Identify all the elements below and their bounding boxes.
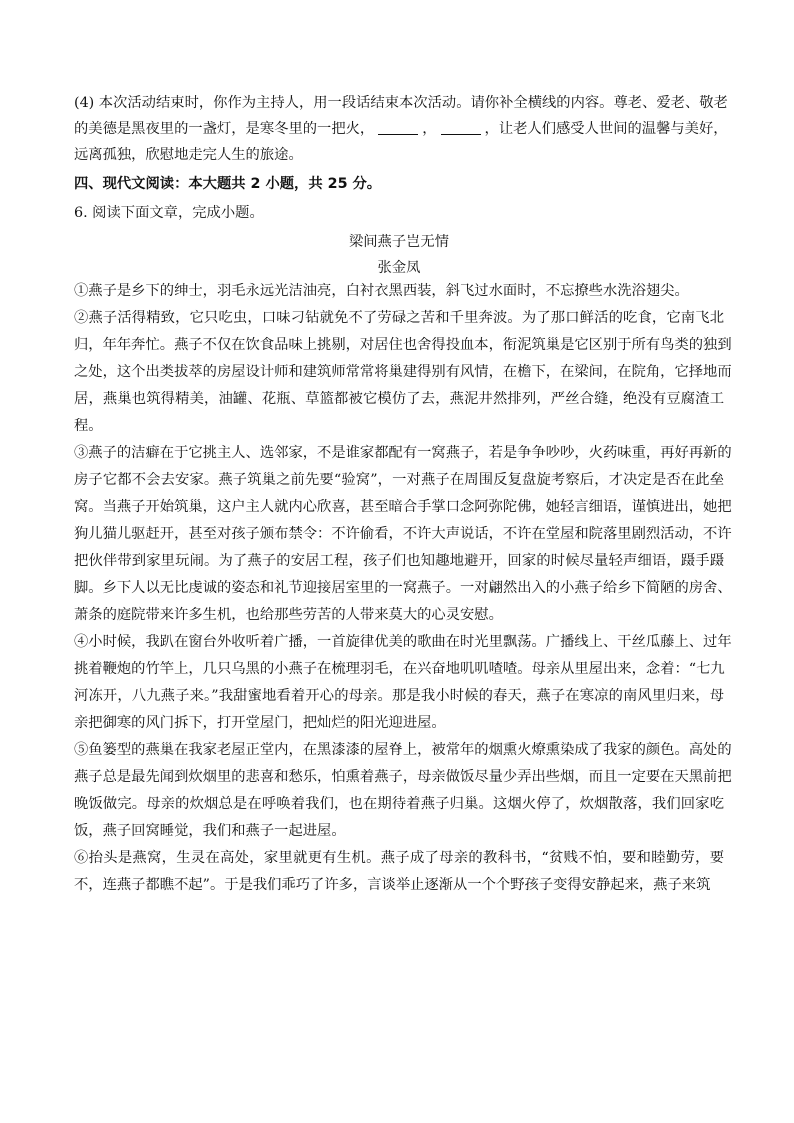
document-page <box>74 92 732 901</box>
article-body <box>74 280 732 901</box>
paragraph-line: ③燕子的洁癖在于它挑主人、选邻家，不是谁家都配有一窝燕子，若是争争吵吵，火药味重，再好再新的 <box>74 445 732 461</box>
question-6-intro: 6. 阅读下面文章，完成小题。 <box>74 205 264 221</box>
article-title: 梁间燕子岂无情 <box>348 234 450 250</box>
article-paragraph <box>74 739 732 847</box>
paragraph-line: 居，燕巢也筑得精美，油罐、花瓶、草篮都被它模仿了去，燕泥井然排列，严丝合缝，绝没有豆腐渣工 <box>74 391 724 407</box>
question-4-text-a: 的美德是黑夜里的一盏灯，是寒冬里的一把火， <box>74 121 375 137</box>
paragraph-line: 亲把御寒的风门拆下，打开堂屋门，把灿烂的阳光迎进屋。 <box>74 715 446 731</box>
article-paragraph <box>74 631 732 739</box>
question-4-line-3: 远离孤独，欣慰地走完人生的旅途。 <box>74 147 303 163</box>
answer-blank-2[interactable] <box>441 120 481 135</box>
question-4-separator: ， <box>422 121 437 137</box>
paragraph-line: 归，年年奔忙。燕子不仅在饮食品味上挑剔，对居住也舍得投血本，衔泥筑巢是它区别于所有鸟类的独到 <box>74 337 732 353</box>
paragraph-line: 不，连燕子都瞧不起”。于是我们乖巧了许多，言谈举止逐渐从一个个野孩子变得安静起来，燕子来筑 <box>74 877 711 893</box>
article-paragraph <box>74 442 732 631</box>
paragraph-line: ②燕子活得精致，它只吃虫，口味刁钻就免不了劳碌之苦和千里奔波。为了那口鲜活的吃食，它南飞北 <box>74 310 724 326</box>
paragraph-line: ⑤鱼篓型的燕巢在我家老屋正堂内，在黑漆漆的屋脊上，被常年的烟熏火燎熏染成了我家的颜色。高处的 <box>74 742 732 758</box>
paragraph-line: ①燕子是乡下的绅士，羽毛永远光洁油亮，白衬衣黑西装，斜飞过水面时，不忘撩些水洗浴翅尖。 <box>74 283 689 299</box>
paragraph-line: 窝。当燕子开始筑巢，这户主人就内心欣喜，甚至暗合手掌口念阿弥陀佛，她轻言细语，谨慎进出，她把 <box>74 499 732 515</box>
article-paragraph <box>74 280 724 307</box>
section-heading: 四、现代文阅读：本大题共 2 小题，共 25 分。 <box>74 176 382 192</box>
paragraph-line: 挑着鞭炮的竹竿上，几只乌黑的小燕子在梳理羽毛，在兴奋地叽叽喳喳。母亲从里屋出来，念着：“七九 <box>74 661 725 677</box>
question-4-line-1: (4) 本次活动结束时，你作为主持人，用一段话结束本次活动。请你补全横线的内容。尊老、爱老、敬老 <box>74 95 728 111</box>
article-paragraph <box>74 307 732 442</box>
paragraph-line: 之处，这个出类拔萃的房屋设计师和建筑师常常将巢建得别有风情，在檐下，在梁间，在院角，它择地而 <box>74 364 732 380</box>
paragraph-line: ④小时候，我趴在窗台外收听着广播，一首旋律优美的歌曲在时光里飘荡。广播线上、干丝瓜藤上、过年 <box>74 634 732 650</box>
answer-blank-1[interactable] <box>378 120 418 135</box>
paragraph-line: 饭，燕子回窝睡觉，我们和燕子一起进屋。 <box>74 823 346 839</box>
paragraph-line: 河冻开，八九燕子来。”我甜蜜地看着开心的母亲。那是我小时候的春天，燕子在寒凉的南风里归来，母 <box>74 688 724 704</box>
paragraph-line: 程。 <box>74 418 103 434</box>
paragraph-line: 狗儿猫儿驱赶开，甚至对孩子颁布禁令：不许偷看，不许大声说话，不许在堂屋和院落里剧烈活动，不许 <box>74 526 732 542</box>
article-paragraph <box>74 847 724 901</box>
article-author: 张金凤 <box>377 260 421 276</box>
paragraph-line: 房子它都不会去安家。燕子筑巢之前先要“验窝”，一对燕子在周围反复盘旋考察后，才决定是否在此垒 <box>74 472 724 488</box>
paragraph-line: 晚饭做完。母亲的炊烟总是在呼唤着我们，也在期待着燕子归巢。这烟火停了，炊烟散落，我们回家吃 <box>74 796 724 812</box>
question-4-text-b: ，让老人们感受人世间的温馨与美好， <box>484 121 728 137</box>
paragraph-line: ⑥抬头是燕窝，生灵在高处，家里就更有生机。燕子成了母亲的教科书，“贫贱不怕，要和睦勤劳，要 <box>74 850 724 866</box>
paragraph-line: 燕子总是最先闻到炊烟里的悲喜和愁乐，怕熏着燕子，母亲做饭尽量少弄出些烟，而且一定要在天黑前把 <box>74 769 732 785</box>
paragraph-line: 萧条的庭院带来许多生机，也给那些劳苦的人带来莫大的心灵安慰。 <box>74 607 503 623</box>
question-4-line-2 <box>74 118 728 141</box>
paragraph-line: 脚。乡下人以无比虔诚的姿态和礼节迎接居室里的一窝燕子。一对翩然出入的小燕子给乡下简陋的房舍、 <box>74 580 732 596</box>
paragraph-line: 把伙伴带到家里玩闹。为了燕子的安居工程，孩子们也知趣地避开，回家的时候尽量轻声细语，蹑手蹑 <box>74 553 724 569</box>
